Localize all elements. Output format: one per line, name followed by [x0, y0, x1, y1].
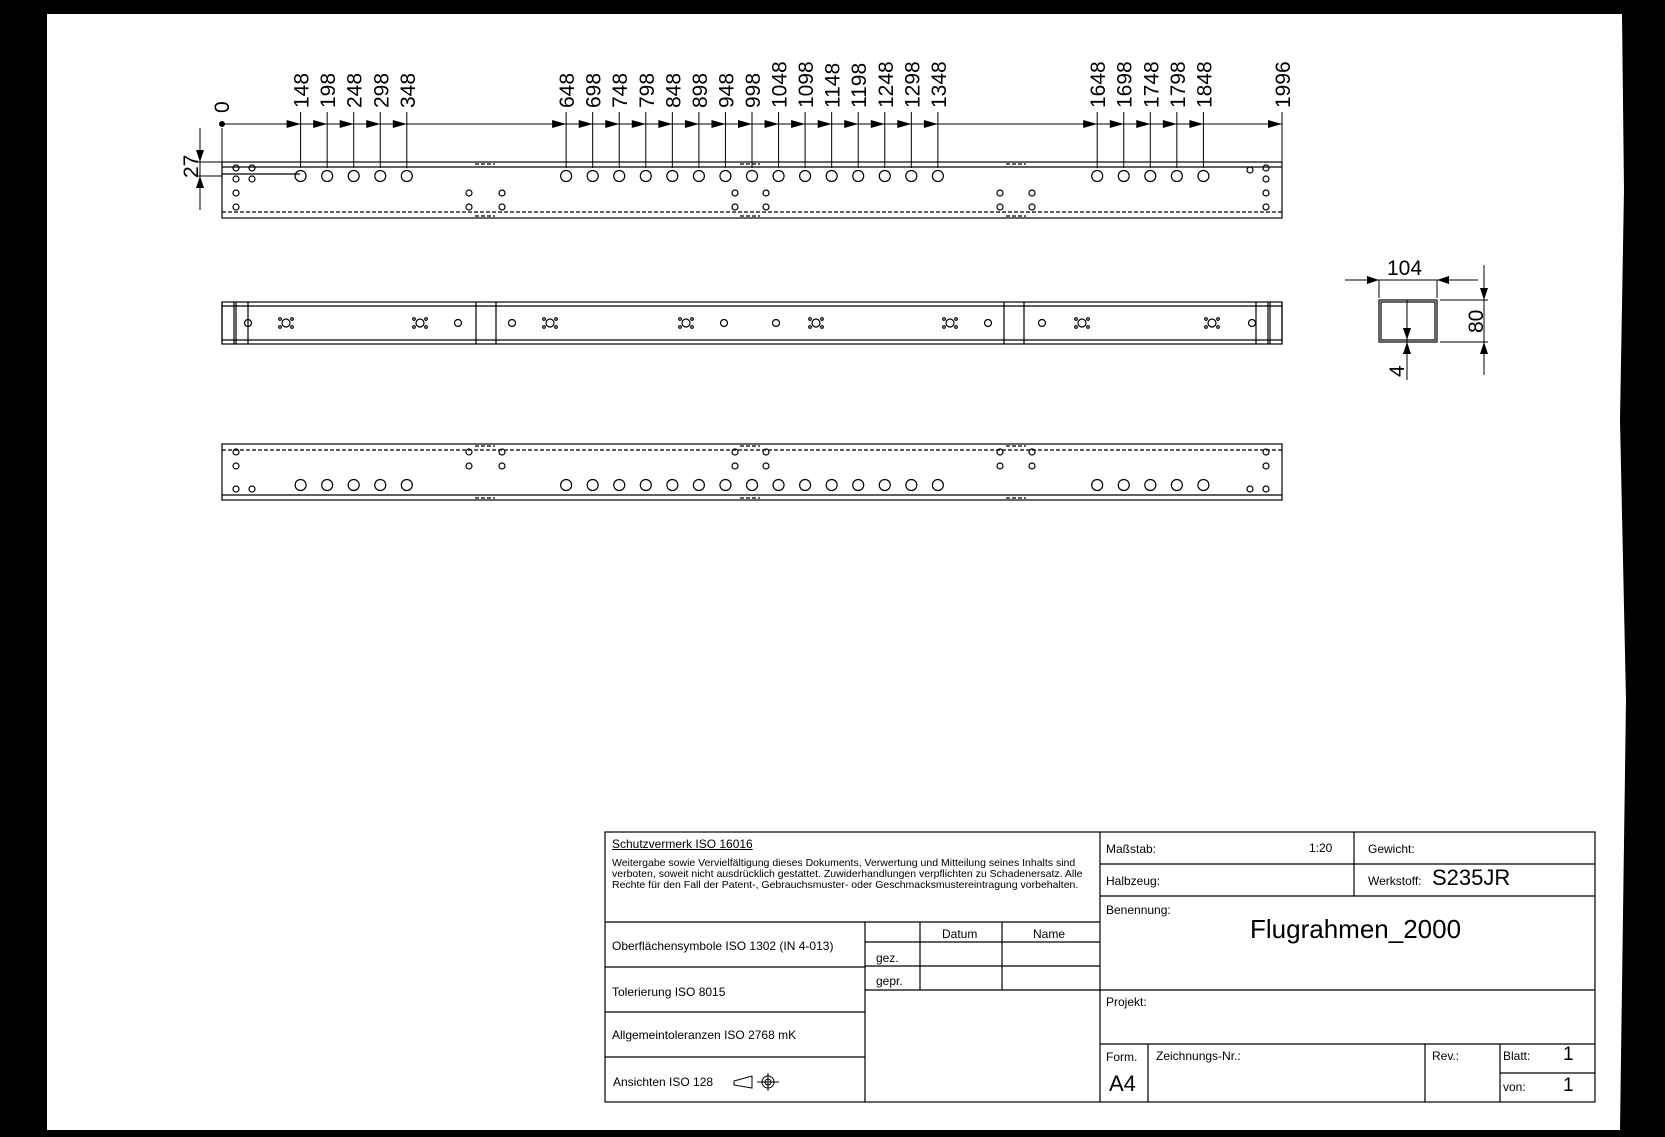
- revision-label: Rev.:: [1432, 1049, 1460, 1063]
- sheet-value: 1: [1563, 1044, 1574, 1065]
- ordinate-label: 1148: [821, 62, 845, 108]
- protection-text: Weitergabe sowie Vervielfältigung dieses Dokuments, Verwertung und Mitteilung seines Inhalts sind verboten, soweit nicht ausdrücklich gestattet. Zuwiderhandlungen verpflichten zu Schadenersatz. Alle Rechte für den Fall der Patent-, Gebrauchsmuster- oder Geschmacksmustereintragung vorbehalten.: [612, 857, 1083, 891]
- ordinate-label: 1848: [1193, 61, 1217, 108]
- ordinate-label: 748: [609, 72, 633, 108]
- ordinate-label: 1198: [848, 62, 872, 108]
- row-gepr: gepr.: [876, 974, 903, 988]
- ordinate-label: 798: [635, 72, 659, 108]
- ordinate-label: 848: [662, 72, 686, 108]
- sheet-label: Blatt:: [1503, 1049, 1531, 1063]
- ordinate-label: 698: [582, 72, 606, 108]
- ordinate-label: 1098: [795, 61, 819, 108]
- ordinate-label: 348: [396, 72, 420, 108]
- scale-label: Maßstab:: [1106, 842, 1157, 856]
- tolerancing-label: Tolerierung ISO 8015: [612, 985, 726, 999]
- ordinate-label: 1798: [1166, 61, 1190, 108]
- ordinate-label: 248: [343, 72, 367, 108]
- section-width-label: 104: [1387, 257, 1423, 280]
- scale-value: 1:20: [1309, 841, 1333, 855]
- ordinate-label: 1048: [768, 61, 792, 108]
- designation-label: Benennung:: [1106, 903, 1171, 917]
- ordinate-label: 1348: [927, 61, 951, 108]
- weight-label: Gewicht:: [1368, 842, 1415, 856]
- material-value: S235JR: [1432, 865, 1511, 890]
- of-value: 1: [1563, 1075, 1574, 1096]
- wall-thickness-label: 4: [1386, 365, 1409, 377]
- project-label: Projekt:: [1106, 995, 1147, 1009]
- col-name: Name: [1033, 927, 1066, 941]
- semi-finished-label: Halbzeug:: [1106, 874, 1161, 888]
- drawing-no-label: Zeichnungs-Nr.:: [1156, 1049, 1241, 1063]
- section-height-label: 80: [1465, 309, 1488, 333]
- paper: [47, 14, 1626, 1130]
- general-tolerances-label: Allgemeintoleranzen ISO 2768 mK: [612, 1028, 797, 1042]
- of-label: von:: [1503, 1080, 1526, 1094]
- ordinate-label: 648: [556, 72, 580, 108]
- col-datum: Datum: [942, 927, 978, 941]
- material-label: Werkstoff:: [1368, 874, 1422, 888]
- surface-symbols-label: Oberflächensymbole ISO 1302 (IN 4-013): [612, 939, 834, 953]
- dimension-label-offset: 27: [180, 154, 203, 178]
- row-gez: gez.: [876, 951, 899, 965]
- ordinate-label: 198: [317, 72, 341, 108]
- ordinate-label: 1698: [1113, 61, 1137, 108]
- ordinate-label: 148: [290, 72, 314, 108]
- ordinate-label: 1298: [901, 61, 925, 108]
- ordinate-label-origin: 0: [211, 101, 234, 113]
- views-label: Ansichten ISO 128: [613, 1075, 714, 1089]
- designation-value: Flugrahmen_2000: [1250, 914, 1462, 944]
- ordinate-label: 1648: [1087, 61, 1111, 108]
- ordinate-label: 1748: [1140, 61, 1164, 108]
- protection-title: Schutzvermerk ISO 16016: [612, 837, 753, 851]
- ordinate-label: 1248: [874, 61, 898, 108]
- format-value: A4: [1109, 1071, 1136, 1096]
- format-label: Form.: [1106, 1050, 1138, 1064]
- ordinate-label: 298: [370, 72, 394, 108]
- ordinate-label: 898: [688, 72, 712, 108]
- ordinate-label: 948: [715, 72, 739, 108]
- ordinate-label: 998: [742, 72, 765, 108]
- ordinate-label-end: 1996: [1272, 61, 1295, 108]
